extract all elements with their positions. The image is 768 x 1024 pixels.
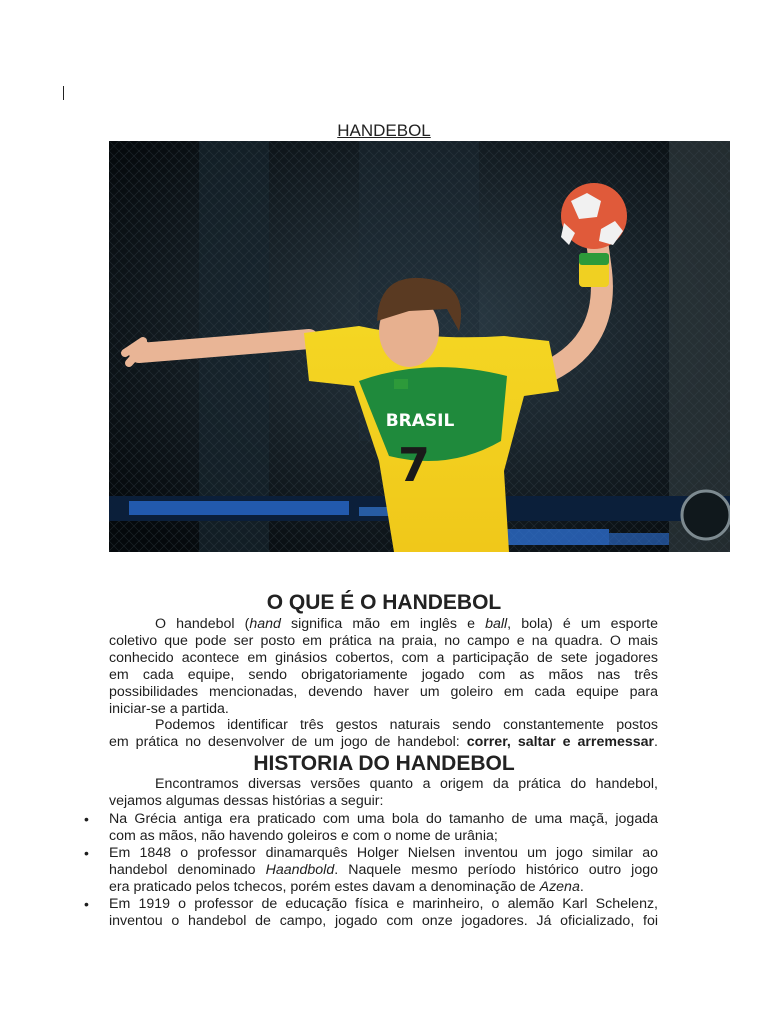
text-line: [109, 650, 658, 667]
italic-run: ball: [485, 616, 508, 632]
text-line: [109, 913, 658, 930]
text-run: em cada equipe, sendo obrigatoriamente jogado com as mãos nas três: [109, 667, 658, 683]
text-line: [109, 734, 658, 751]
text-line: [109, 667, 658, 684]
heading-what-is-handball: O QUE É O HANDEBOL: [266, 591, 502, 614]
text-line: [109, 896, 658, 913]
text-run: possibilidades mencionadas, devendo haver um goleiro em cada equipe para: [109, 684, 658, 700]
text-run: Na Grécia antiga era praticado com uma bola do tamanho de uma maçã, jogada: [109, 811, 658, 827]
jersey-brasil-text: BRASIL: [385, 411, 455, 431]
text-run: vejamos algumas dessas histórias a seguir:: [109, 793, 384, 809]
text-run: handebol denominado: [109, 862, 266, 878]
text-run: inventou o handebol de campo, jogado com onze jogadores. Já oficializado, foi: [109, 913, 658, 929]
jersey-number: 7: [397, 438, 431, 492]
text-run: era praticado pelos tchecos, porém estes davam a denominação de: [109, 879, 540, 895]
text-run: com as mãos, não havendo goleiros e com o nome de urânia;: [109, 828, 498, 844]
text-line: [109, 879, 658, 896]
bold-run: correr, saltar e arremessar: [466, 734, 655, 750]
italic-run: Haandbold: [265, 862, 335, 878]
text-run: Encontramos diversas versões quanto a origem da prática do handebol,: [155, 776, 658, 792]
text-line: [109, 616, 658, 633]
handball-player-photo: [109, 141, 730, 552]
text-line: [109, 633, 658, 650]
text-run: conhecido acontece em ginásios cobertos, com a participação de sete jogadores: [109, 650, 658, 666]
text-run: .: [579, 879, 584, 895]
text-run: O handebol (: [155, 616, 250, 632]
text-line: [109, 776, 658, 793]
text-run: em prática no desenvolver de um jogo de handebol:: [109, 734, 467, 750]
text-run: , bola) é um esporte: [507, 616, 658, 632]
text-run: iniciar-se a partida.: [109, 701, 229, 717]
text-line: [109, 701, 658, 718]
bullet-icon: •: [84, 845, 89, 861]
text-line: [109, 862, 658, 879]
italic-run: hand: [249, 616, 281, 632]
text-line: [109, 717, 658, 734]
text-run: significa mão em inglês e: [280, 616, 486, 632]
text-run: coletivo que pode ser posto em prática na praia, no campo e na quadra. O mais: [109, 633, 658, 649]
bullet-icon: •: [84, 896, 89, 912]
bullet-icon: •: [84, 811, 89, 827]
heading-handball-history: HISTORIA DO HANDEBOL: [253, 752, 515, 775]
document-title: HANDEBOL: [337, 121, 431, 140]
text-line: [109, 828, 658, 845]
text-line: [109, 845, 658, 862]
text-line: [109, 793, 658, 810]
text-line: [109, 684, 658, 701]
text-cursor-mark: [63, 86, 64, 100]
text-run: . Naquele mesmo período histórico outro jogo: [334, 862, 658, 878]
text-run: Podemos identificar três gestos naturais sendo constantemente postos: [155, 717, 658, 733]
text-run: Em 1848 o professor dinamarquês Holger Nielsen inventou um jogo similar ao: [109, 845, 658, 861]
italic-run: Azena: [539, 879, 580, 895]
text-run: .: [654, 734, 658, 750]
text-run: Em 1919 o professor de educação física e marinheiro, o alemão Karl Schelenz,: [109, 896, 658, 912]
text-line: [109, 811, 658, 828]
